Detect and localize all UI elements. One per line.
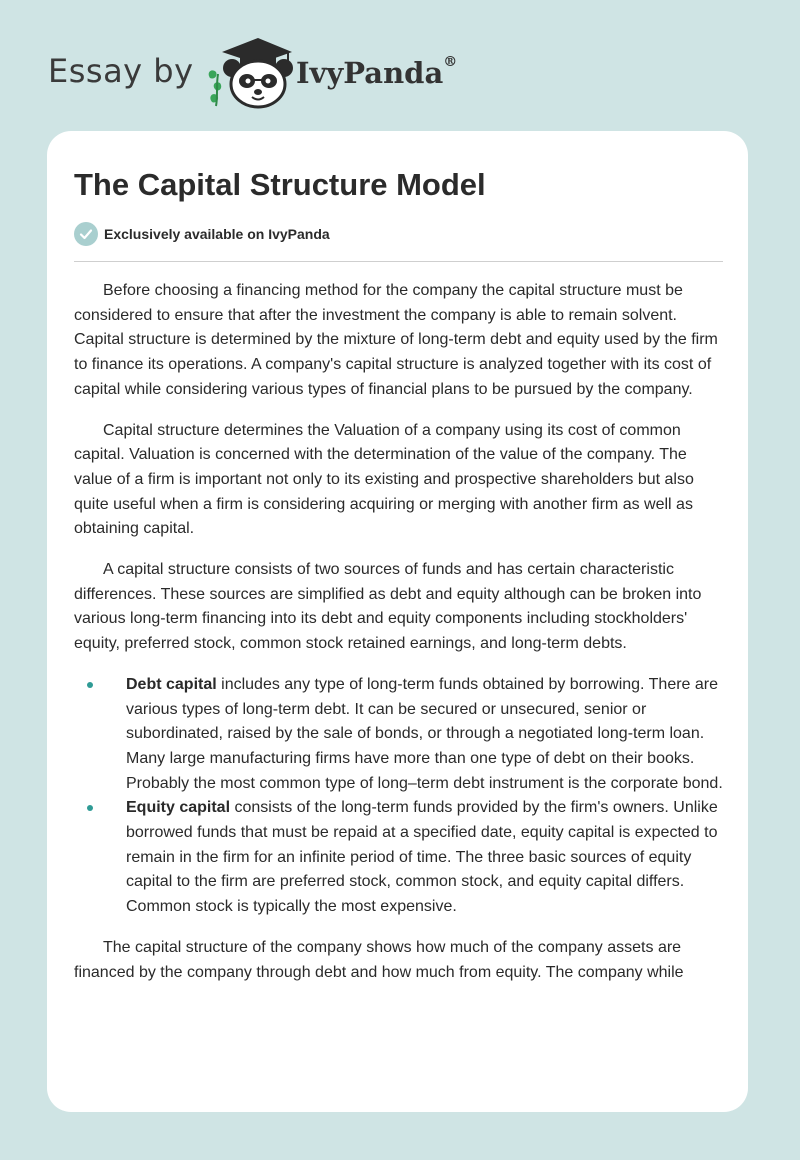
registered-mark: ®: [443, 54, 458, 70]
ivy-leaf-icon: [209, 70, 222, 106]
article-card: [47, 131, 748, 1112]
paragraph: The capital structure of the company shows how much of the company assets are financed by the company through debt and how much from equity. The company while: [74, 938, 684, 981]
site-header: [48, 34, 508, 110]
paragraph: A capital structure consists of two sources of funds and has certain characteristic differences. These sources are simplified as debt and equity although can be broken into various long-term financing into its debt and equity components including stockholders' equity, preferred stock, common stock retained earnings, and long-term debts.: [74, 561, 702, 653]
bullet-dot-icon: [87, 805, 93, 811]
divider: [74, 261, 723, 262]
page-title: The Capital Structure Model: [74, 167, 486, 202]
panda-logo-icon[interactable]: [202, 34, 294, 110]
list-item: [126, 796, 725, 920]
brand-name[interactable]: IvyPanda®: [296, 54, 458, 90]
bullet-dot-icon: [87, 682, 93, 688]
bullet-list: [74, 673, 725, 920]
exclusive-label: Exclusively available on IvyPanda: [104, 226, 330, 242]
bullet-text: consists of the long-term funds provided by the firm's owners. Unlike borrowed funds that must be repaid at a specified date, equity capital is expected to remain in the firm for an infinite period of time. The three basic sources of equity capital to the firm are preferred stock, common stock, and equity capital differs. Common stock is typically the most expensive.: [126, 799, 718, 916]
paragraph: Before choosing a financing method for the company the capital structure must be considered to ensure that after the investment the company is able to remain solvent. Capital structure is determined by the mixture of long-term debt and equity used by the firm to finance its operations. A company's capital structure is analyzed together with its cost of capital while considering various types of financial plans to be pursued by the company.: [74, 282, 718, 398]
list-item: [126, 673, 725, 797]
check-icon: [74, 222, 98, 246]
bullet-term: Equity capital: [126, 799, 231, 817]
essay-by-label: Essay by: [48, 52, 194, 90]
bullet-term: Debt capital: [126, 675, 217, 693]
paragraph: Capital structure determines the Valuation of a company using its cost of common capital. Valuation is concerned with the determination of the value of the company. The value of a firm is important not only to its existing and prospective shareholders but also quite useful when a firm is considering acquiring or merging with another firm as well as obtaining capital.: [74, 421, 694, 538]
bullet-text: includes any type of long-term funds obtained by borrowing. There are various types of long-term debt. It can be secured or unsecured, senior or subordinated, raised by the sale of bonds, or through a negotiated long-term loan. Many large manufacturing firms have more than one type of debt on their books. Probably the most common type of long–term debt instrument is the corporate bond.: [126, 675, 723, 792]
article-body: [74, 279, 725, 1001]
exclusive-badge: [74, 221, 330, 247]
